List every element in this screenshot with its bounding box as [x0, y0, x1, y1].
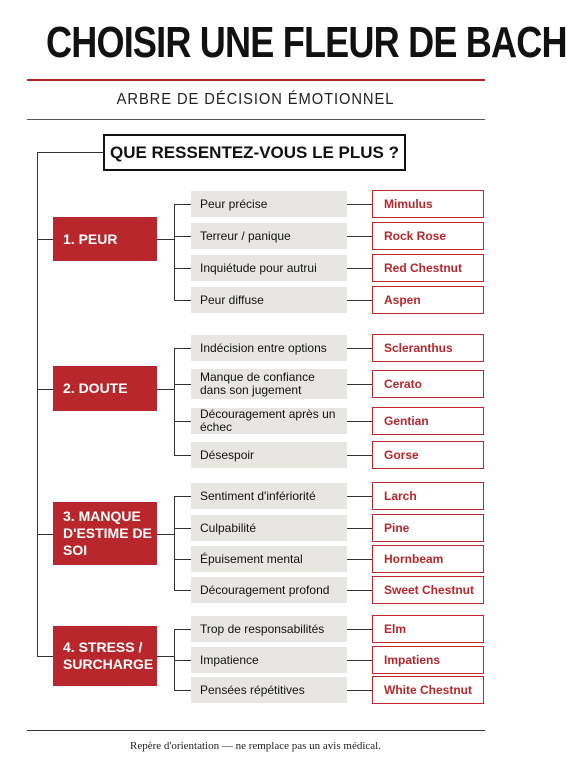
branch-connector: [157, 656, 174, 657]
symptom-box: [191, 483, 347, 509]
trunk-connector: [37, 152, 38, 656]
flower-remedy-box: [372, 407, 484, 435]
symptom-connector: [174, 384, 191, 385]
flower-connector: [347, 348, 372, 349]
flower-remedy-label: Gentian: [384, 414, 429, 428]
flower-remedy-box: [372, 482, 484, 510]
symptom-connector: [174, 348, 191, 349]
symptom-box: [191, 287, 347, 313]
flower-remedy-label: Scleranthus: [384, 341, 453, 355]
symptom-connector: [174, 559, 191, 560]
symptom-label: Peur précise: [200, 196, 268, 211]
category-connector: [37, 534, 53, 535]
symptom-box: [191, 369, 347, 399]
symptom-box: [191, 546, 347, 572]
symptom-label: Pensées répétitives: [200, 682, 305, 697]
symptom-trunk: [174, 348, 175, 455]
symptom-box: [191, 616, 347, 642]
category-connector: [37, 656, 53, 657]
symptom-label: Indécision entre options: [200, 340, 327, 355]
flower-remedy-box: [372, 646, 484, 674]
symptom-label: Découragement profond: [200, 582, 330, 597]
symptom-connector: [174, 660, 191, 661]
symptom-box: [191, 647, 347, 673]
flower-connector: [347, 455, 372, 456]
category-connector: [37, 389, 53, 390]
footer-divider: [27, 730, 485, 731]
subtitle-divider: [27, 119, 485, 120]
flower-remedy-label: White Chestnut: [384, 683, 472, 697]
flower-connector: [347, 559, 372, 560]
symptom-label: Peur diffuse: [200, 292, 264, 307]
symptom-box: [191, 408, 347, 434]
flower-remedy-label: Hornbeam: [384, 552, 444, 566]
symptom-label: Trop de responsabilités: [200, 621, 325, 636]
flower-connector: [347, 496, 372, 497]
flower-remedy-box: [372, 576, 484, 604]
flower-connector: [347, 300, 372, 301]
flower-connector: [347, 384, 372, 385]
flower-connector: [347, 204, 372, 205]
flower-connector: [347, 629, 372, 630]
symptom-label: Inquiétude pour autrui: [200, 260, 317, 275]
symptom-box: [191, 191, 347, 217]
symptom-box: [191, 577, 347, 603]
symptom-box: [191, 255, 347, 281]
flower-remedy-box: [372, 334, 484, 362]
symptom-label: Sentiment d'infériorité: [200, 488, 316, 503]
symptom-label: Découragement après un échec: [200, 407, 336, 434]
symptom-connector: [174, 690, 191, 691]
symptom-box: [191, 335, 347, 361]
flower-remedy-label: Red Chestnut: [384, 261, 462, 275]
symptom-connector: [174, 590, 191, 591]
category-box: [53, 217, 157, 261]
symptom-label: Terreur / panique: [200, 228, 291, 243]
category-box: [53, 366, 157, 411]
flower-remedy-label: Aspen: [384, 293, 421, 307]
symptom-connector: [174, 455, 191, 456]
category-label: 3. MANQUE D'ESTIME DE SOI: [63, 508, 152, 558]
flower-remedy-box: [372, 545, 484, 573]
flower-connector: [347, 590, 372, 591]
question-connector: [37, 152, 103, 153]
flower-connector: [347, 236, 372, 237]
flower-connector: [347, 528, 372, 529]
flower-connector: [347, 421, 372, 422]
flower-remedy-label: Rock Rose: [384, 229, 447, 243]
category-label: 2. DOUTE: [63, 380, 128, 396]
footer-note: Repère d'orientation — ne remplace pas un avis médical.: [130, 740, 381, 752]
symptom-label: Épuisement mental: [200, 551, 303, 566]
symptom-connector: [174, 528, 191, 529]
symptom-connector: [174, 300, 191, 301]
symptom-box: [191, 442, 347, 468]
symptom-connector: [174, 629, 191, 630]
branch-connector: [157, 239, 174, 240]
symptom-box: [191, 677, 347, 703]
symptom-label: Culpabilité: [200, 520, 257, 535]
symptom-box: [191, 223, 347, 249]
flower-remedy-label: Elm: [384, 622, 407, 636]
symptom-connector: [174, 496, 191, 497]
symptom-label: Impatience: [200, 652, 259, 667]
category-label: 4. STRESS / SURCHARGE: [63, 639, 154, 672]
flower-remedy-box: [372, 676, 484, 704]
flower-remedy-box: [372, 441, 484, 469]
symptom-label: Manque de confiance dans son jugement: [200, 370, 315, 397]
category-box: [53, 502, 157, 565]
page-subtitle: ARBRE DE DÉCISION ÉMOTIONNEL: [116, 91, 395, 108]
flower-remedy-box: [372, 370, 484, 398]
symptom-trunk: [174, 204, 175, 300]
symptom-connector: [174, 268, 191, 269]
category-connector: [37, 239, 53, 240]
flower-remedy-label: Mimulus: [384, 197, 433, 211]
flower-remedy-label: Impatiens: [384, 653, 441, 667]
branch-connector: [157, 389, 174, 390]
root-question: QUE RESSENTEZ-VOUS LE PLUS ?: [103, 134, 406, 171]
symptom-label: Désespoir: [200, 447, 255, 462]
flower-remedy-box: [372, 190, 484, 218]
category-label: 1. PEUR: [63, 230, 118, 247]
page-title: CHOISIR UNE FLEUR DE BACH: [45, 18, 567, 67]
category-box: [53, 626, 157, 686]
symptom-connector: [174, 421, 191, 422]
symptom-connector: [174, 204, 191, 205]
flower-remedy-label: Pine: [384, 521, 410, 535]
flower-remedy-label: Cerato: [384, 377, 423, 391]
symptom-box: [191, 515, 347, 541]
flower-remedy-label: Gorse: [384, 448, 419, 462]
branch-connector: [157, 534, 174, 535]
title-divider: [27, 79, 485, 81]
flower-remedy-box: [372, 254, 484, 282]
flower-connector: [347, 660, 372, 661]
flower-remedy-box: [372, 615, 484, 643]
flower-connector: [347, 268, 372, 269]
flower-remedy-box: [372, 222, 484, 250]
flower-remedy-label: Sweet Chestnut: [384, 583, 475, 597]
flower-remedy-box: [372, 286, 484, 314]
flower-connector: [347, 690, 372, 691]
flower-remedy-box: [372, 514, 484, 542]
flower-remedy-label: Larch: [384, 489, 417, 503]
symptom-connector: [174, 236, 191, 237]
symptom-trunk: [174, 496, 175, 590]
